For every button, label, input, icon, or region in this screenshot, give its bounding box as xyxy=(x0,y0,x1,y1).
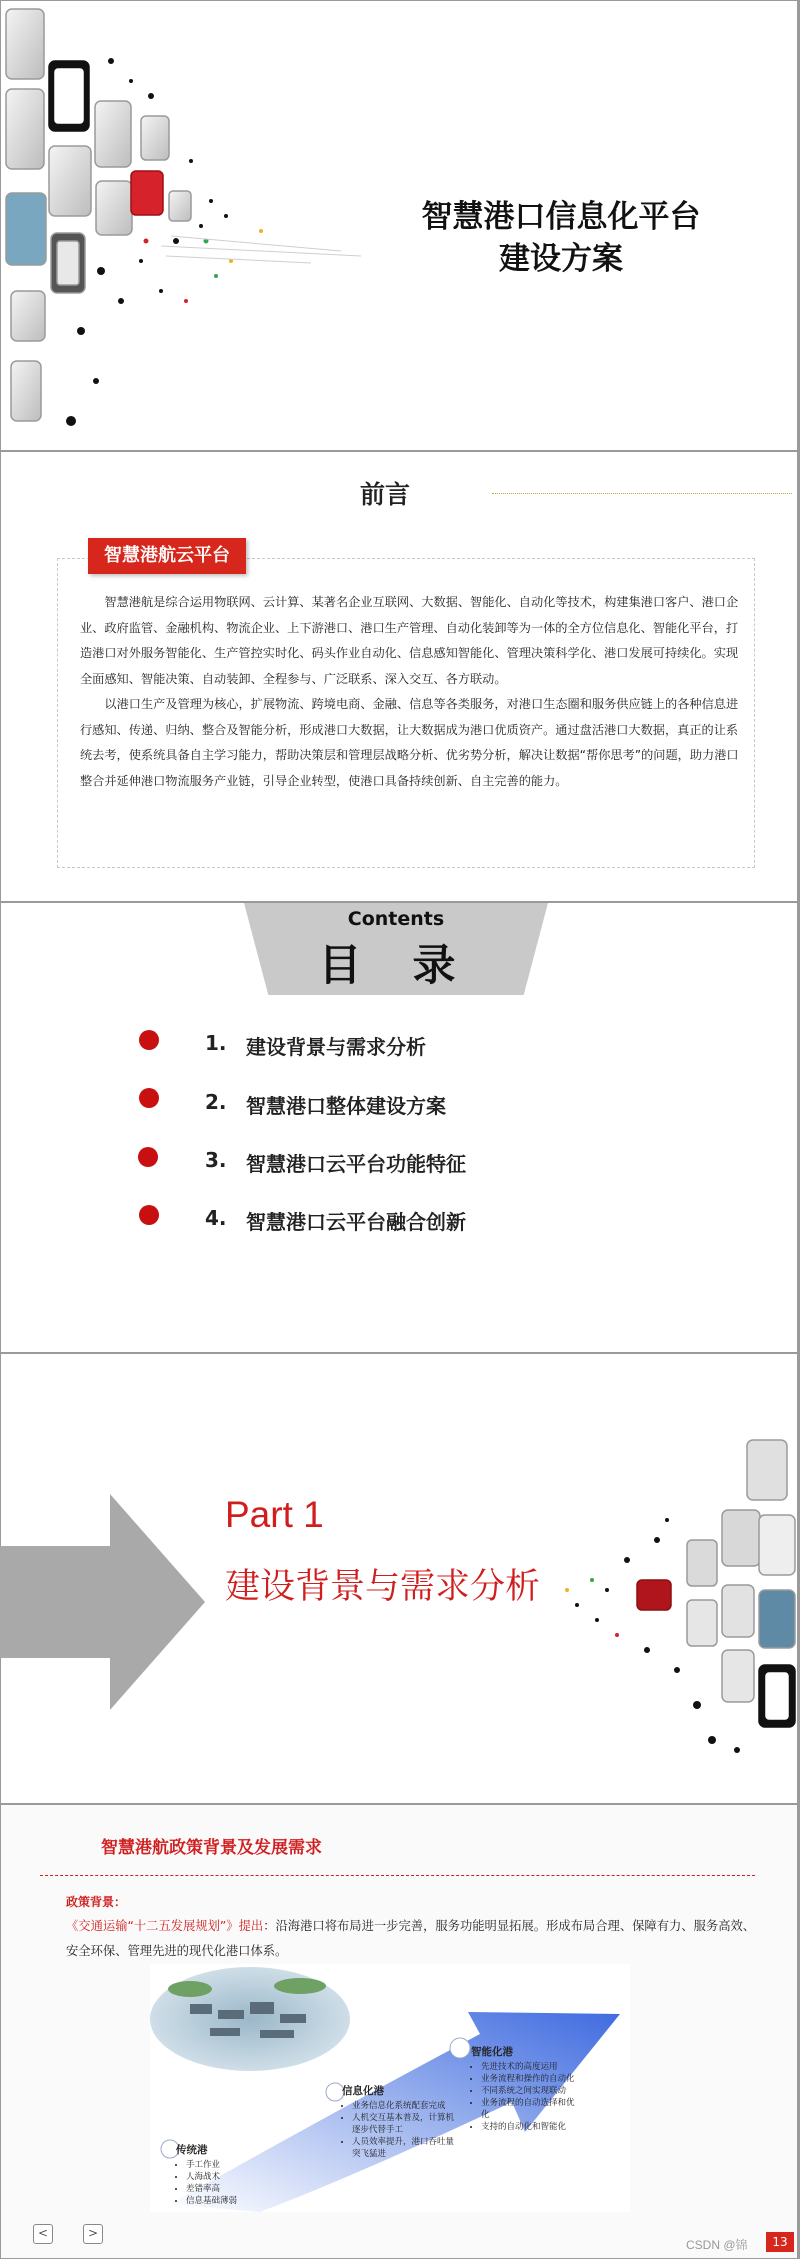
toc-item-label: 智慧港口云平台融合创新 xyxy=(246,1210,466,1234)
stage-point: • 业务流程的自动选择和优化 xyxy=(481,2097,581,2121)
stage-point: • 业务流程和操作的自动化 xyxy=(481,2073,581,2085)
toc-item[interactable] xyxy=(0,1026,796,1066)
stage-point: • 先进技术的高度运用 xyxy=(481,2061,581,2073)
toc-item-label: 建设背景与需求分析 xyxy=(246,1035,426,1059)
cover-slide xyxy=(1,1,797,450)
part-arrow-icon xyxy=(0,1494,210,1714)
stage-point: • 差错率高 xyxy=(186,2183,286,2195)
page-number-badge: 13 xyxy=(766,2232,794,2252)
next-page-button[interactable]: > xyxy=(83,2224,103,2244)
toc-item[interactable] xyxy=(0,1201,796,1241)
toc-item-number: 4. xyxy=(205,1206,227,1230)
preface-title: 前言 xyxy=(360,480,411,509)
stage-name: 智能化港 xyxy=(471,2046,513,2058)
bullet-dot-icon xyxy=(139,1088,159,1108)
toc-item-number: 2. xyxy=(205,1090,227,1114)
stage-name: 传统港 xyxy=(176,2144,208,2156)
cover-decoration xyxy=(1,1,381,450)
stage-point: • 不同系统之间实现联动 xyxy=(481,2085,581,2097)
stage-point: • 业务信息化系统配套完成 xyxy=(352,2100,454,2112)
stage-point: • 信息基础薄弱 xyxy=(186,2195,286,2207)
stage-point: • 支持的自动化和智能化 xyxy=(481,2121,581,2133)
cover-title xyxy=(381,196,741,280)
stage-point: • 手工作业 xyxy=(186,2159,286,2171)
stage-point: • 人员效率提升，港口吞吐量突飞猛进 xyxy=(352,2136,454,2160)
policy-title-divider xyxy=(40,1875,755,1876)
cover-title-line1: 智慧港口信息化平台 xyxy=(421,199,701,235)
policy-statement: ：沿海港口将布局进一步完善，服务功能明显拓展。形成布局合理、保障有力、服务高效、安全环保、管理先进的现代化港口体系。 xyxy=(66,1919,756,1958)
stage-intelligent xyxy=(471,2046,581,2133)
toc-item[interactable] xyxy=(0,1085,796,1125)
bullet-dot-icon xyxy=(139,1030,159,1050)
stage-informatized xyxy=(342,2085,454,2160)
contents-label: Contents xyxy=(347,908,445,930)
cover-title-line2: 建设方案 xyxy=(499,241,623,277)
preface-title-divider xyxy=(492,493,792,494)
preface-tag: 智慧港航云平台 xyxy=(88,538,246,574)
toc-item-label: 智慧港口整体建设方案 xyxy=(246,1094,446,1118)
preface-paragraph: 以港口生产及管理为核心，扩展物流、跨境电商、金融、信息等各类服务，对港口生态圈和服务供应链上的各种信息进行感知、传递、归纳、整合及智能分析，形成港口大数据，让大数据成为港口优质资产。通过盘活港口大数据，真正的让系统去考，使系统具备自主学习能力，帮助决策层和管理层战略分析、优劣势分析，解决让数据“帮你思考”的问题，助力港口整合并延伸港口物流服务产业链，引导企业转型，使港口具备持续创新、自主完善的能力。 xyxy=(80,697,739,788)
stage-traditional xyxy=(176,2144,286,2207)
toc-item-number: 3. xyxy=(205,1148,227,1172)
part-decoration xyxy=(537,1420,797,1780)
bullet-dot-icon xyxy=(138,1147,158,1167)
stage-point: • 人海战术 xyxy=(186,2171,286,2183)
preface-paragraph: 智慧港航是综合运用物联网、云计算、某著名企业互联网、大数据、智能化、自动化等技术，构建集港口客户、港口企业、政府监管、金融机构、物流企业、上下游港口、港口生产管理、自动化装卸等为一体的全方位信息化、智能化平台，打造港口对外服务智能化、生产管控实时化、码头作业自动化、信息感知智能化、管理决策科学化、港口发展可持续化。实现全面感知、智能决策、自动装卸、全程参与、广泛联系、深入交互、各方联动。 xyxy=(80,595,739,686)
part-name: 建设背景与需求分析 xyxy=(225,1567,541,1607)
prev-page-button[interactable]: < xyxy=(33,2224,53,2244)
toc-item[interactable] xyxy=(0,1143,796,1183)
toc-item-label: 智慧港口云平台功能特征 xyxy=(246,1152,466,1176)
toc-item-number: 1. xyxy=(205,1031,227,1055)
policy-title: 智慧港航政策背景及发展需求 xyxy=(101,1838,322,1858)
policy-document-name: 《交通运输“十二五发展规划”》提出 xyxy=(66,1919,264,1933)
preface-body xyxy=(80,590,740,794)
bullet-dot-icon xyxy=(139,1205,159,1225)
stage-point: • 人机交互基本普及，计算机逐步代替手工 xyxy=(352,2112,454,2136)
policy-text xyxy=(66,1914,756,1964)
policy-label: 政策背景： xyxy=(66,1895,127,1909)
watermark: CSDN @锦 xyxy=(686,2238,748,2252)
contents-title: 目 录 xyxy=(318,941,474,991)
stage-name: 信息化港 xyxy=(342,2085,384,2097)
part-number: Part 1 xyxy=(225,1494,324,1535)
